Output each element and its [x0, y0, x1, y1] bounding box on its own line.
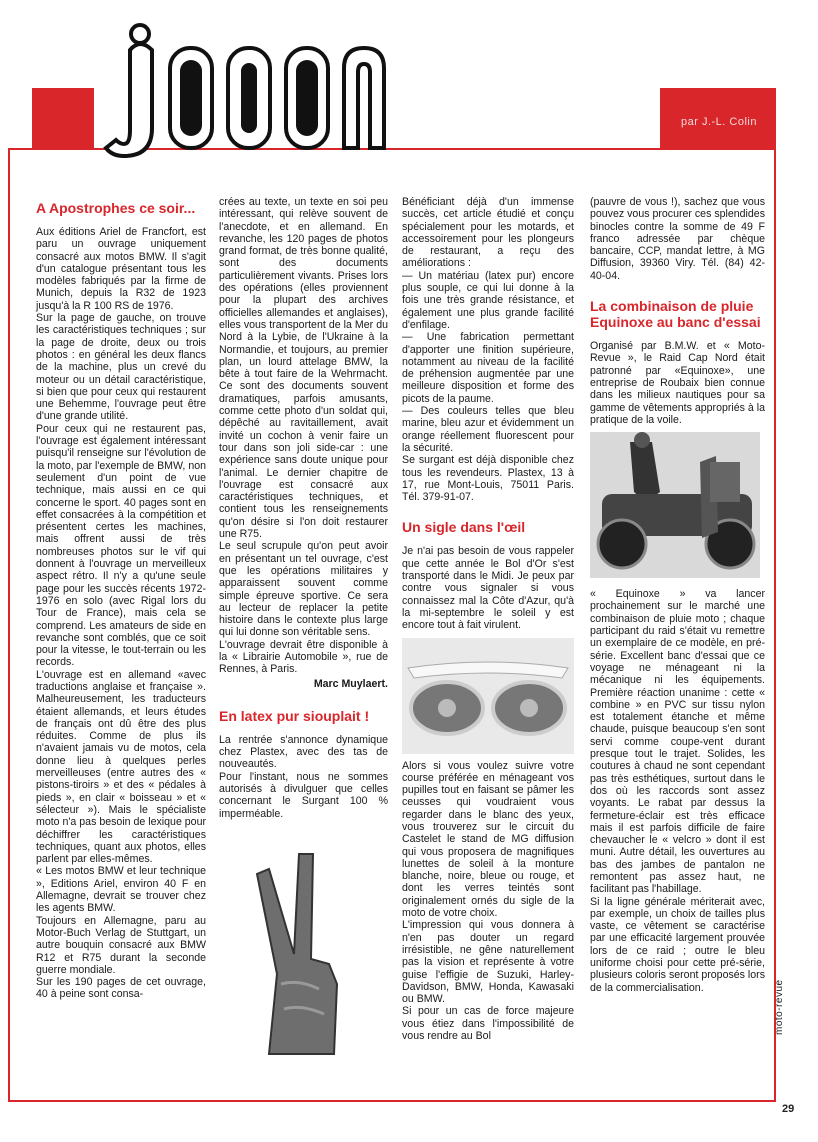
paragraph: L'impression qui vous donnera à n'en pas douter un regard irrésistible, ne gêne naturellement pas la vision et représente à votre guise l'effigie de Suzuki, Harley-Davidson, BMW, Honda, Kawasaki ou BMW. [402, 919, 574, 1006]
paragraph: « Equinoxe » va lancer prochainement sur le marché une combinaison de pluie moto ; chaque participant du raid s'était vu remettre un exemplaire de ce modèle, en pré-série. Excellent banc d'essai que ce voyage ne ménageant ni la mécanique ni les équipements. Première réaction unanime : cette « combine » en PVC sur tissu nylon est totalement étanche et même chaude, puisque beaucoup s'en sont servi comme coupe-vent durant presque tout le trajet. Solides, les coutures à chaud ne sont cependant pas très esthétiques, surtout dans le dos où les raccords sont assez voyants. Le rabat par dessus la fermeture-éclair est très efficace mais il est parfois difficile de faire chevaucher le « velcro » dont il est muni. Autre détail, les ouvertures au bas des jambes de pantalon ne remontent pas assez haut, ne facilitant pas l'habillage. [590, 588, 765, 896]
paragraph: Sur les 190 pages de cet ouvrage, 40 à peine sont consa- [36, 976, 206, 1001]
author-signature: Marc Muylaert. [313, 677, 388, 690]
paragraph: — Une fabrication permettant d'apporter une finition supérieure, notamment au niveau de la facilité de préhension augmentée par une meilleure disposition et forme des picots de la paume. [402, 331, 574, 405]
paragraph: Je n'ai pas besoin de vous rappeler que cette année le Bol d'Or s'est transporté dans le Midi. Je peux par contre vous signaler si vous connaissez mal la Côte d'Azur, qu'à la mi-septembre le soleil y est encore tout à fait virulent. [402, 545, 574, 632]
paragraph: Le seul scrupule qu'on peut avoir en présentant un tel ouvrage, c'est que les opérations militaires y apparaissent souvent comme simple épreuve sportive. Ce sera au lecteur de replacer la petite histoire dans le contexte plus large qui lui donne son véritable sens. [219, 540, 388, 639]
paragraph: L'ouvrage est en allemand «avec traductions anglaise et française ». Malheureusement, les traducteurs étaient allemands, et leurs études de français ont dû être des plus réduites. Comme de plus ils n'avaient jamais vu de motos, cela donne lieu à quelques perles merveilleuses (entre autres des « pistons-tiroirs » et des « pédales à pieds », en clair « boisseau » et « sélecteur »). Mais le spécialiste moto n'a pas besoin de lexique pour déchiffrer les caractéristiques techniques, quant aux photos, elles parlent par elles-mêmes. [36, 668, 206, 866]
article-heading-sigle: Un sigle dans l'œil [402, 519, 526, 536]
paragraph: Si la ligne générale mériterait avec, par exemple, un choix de tailles plus vaste, ce vêtement se caractérise par une efficacité largement prouvée lors de ce raid ; outre le bleu uniforme choisi pour cette pré-série, plusieurs coloris seront proposés lors de la commercialisation. [590, 895, 765, 994]
paragraph: Se surgant est déjà disponible chez tous les revendeurs. Plastex, 13 à 17, rue Mont-Louis, 75011 Paris. Tél. 379-91-07. [402, 454, 574, 504]
column-1 [36, 196, 206, 1001]
paragraph: L'ouvrage devrait être disponible à la « Librairie Automobile », rue de Rennes, à Paris. [219, 638, 388, 676]
article-heading-latex: En latex pur siouplait ! [219, 707, 370, 724]
byline: par J.-L. Colin [681, 116, 757, 128]
paragraph: Sur la page de gauche, on trouve les caractéristiques techniques ; sur la page de droite, deux ou trois photos : en général les deux flancs de la machine, plus un crevé du moteur ou un détail caractéristique, si bien que pour ceux qui restaurent une Behemme, l'ouvrage peut être d'une grande utilité. [36, 312, 206, 423]
article-heading-combinaison: La combinaison de pluie Equinoxe au banc d'essai [590, 298, 761, 331]
paragraph: Organisé par B.M.W. et « Moto-Revue », le Raid Cap Nord était patronné par «Equinoxe», une entreprise de Roubaix bien connue dans les milieux nautiques pour sa gamme de vêtements appropriés à la pratique de la voile. [590, 340, 765, 426]
sunglasses-photo [402, 638, 574, 754]
column-4 [590, 196, 765, 994]
motorcycle-image [590, 432, 760, 578]
sunglasses-image [402, 638, 574, 754]
paragraph: Pour l'instant, nous ne sommes autorisés à divulguer que celles concernant le Surgant 100 % imperméable. [219, 770, 388, 820]
column-2 [219, 196, 388, 1064]
paragraph: crées au texte, un texte en soi peu intéressant, qui relève souvent de l'anecdote, et en allemand. En revanche, les 120 pages de photos grand format, de très bonne qualité, sont des documents particulièrement vivants. Prises lors des opérations (elles proviennent pour la plupart des archives officielles allemandes et anglaises), elles vous transportent de la Mer du Nord à la Lybie, de l'Ukraine à la Normandie, et toujours, au premier plan, un lourd attelage BMW, la bête à tout faire de la Wehrmacht. Ce sont des documents souvent dramatiques, parfois amusants, comme cette photo d'un soldat qui, dépêché au ravitaillement, avait invité un cochon à venir faire un tour dans son joli side-car : une expérience sans doute unique pour l'animal. Le dernier chapitre de l'ouvrage est consacré aux caractéristiques techniques, et contient tous les renseignements qu'on désire si l'on doit restaurer une R75. [219, 196, 388, 541]
paragraph: — Un matériau (latex pur) encore plus souple, ce qui lui donne à la fois une très grande résistance, et également une plus grande facilité d'enfilage. [402, 269, 574, 331]
article-heading-apostrophes: A Apostrophes ce soir... [36, 200, 196, 216]
column-3 [402, 196, 574, 1042]
page-number: 29 [782, 1103, 795, 1115]
magazine-name: moto-revue [774, 979, 785, 1035]
paragraph: Toujours en Allemagne, paru au Motor-Buch Verlag de Stuttgart, un autre bouquin consacré aux BMW R12 et R75 durant la seconde guerre mondiale. [36, 914, 206, 976]
paragraph: Alors si vous voulez suivre votre course préférée en ménageant vos pupilles tout en faisant se pâmer les ceusses qui voudraient vous regarder dans le blanc des yeux, vous trouverez sur le circuit du Castelet le stand de MG diffusion qui vous proposera de magnifiques lunettes de soleil à la monture blanche, noire, bleue ou rouge, et dont les verres teintés sont originalement ornés du sigle de la moto de votre choix. [402, 759, 574, 920]
paragraph: Aux éditions Ariel de Francfort, est paru un ouvrage uniquement consacré aux motos BMW. Il s'agit d'un catalogue présentant tous les modèles fabriqués par la firme de Munich, depuis la R32 de 1923 jusqu'à la R 100 RS de 1976. [36, 226, 206, 312]
motorcycle-photo [590, 432, 760, 578]
glove-photo [239, 834, 369, 1064]
paragraph: (pauvre de vous !), sachez que vous pouvez vous procurer ces splendides binocles contre la somme de 49 F franco adressée par chèque bancaire, CCP, mandat lettre, à MG Diffusion, 39360 Viry. Tél. (84) 42-40-04. [590, 196, 765, 282]
paragraph: La rentrée s'annonce dynamique chez Plastex, avec des tas de nouveautés. [219, 733, 388, 771]
paragraph: « Les motos BMW et leur technique », Editions Ariel, environ 40 F en Allemagne, devrait se trouver chez les agents BMW. [36, 865, 206, 915]
paragraph: Pour ceux qui ne restaurent pas, l'ouvrage est également intéressant puisqu'il renseigne sur l'évolution de la moto, par l'exemple de BMW, non seulement d'un point de vue technique, mais aussi en ce qui concerne le sport. 40 pages sont en effet consacrées à la compétition et présentent certes les machines, mais offrent aussi de très nombreuses photos sur le vif qui donnent à l'ouvrage un merveilleux aspect rétro. Il n'y a qu'une seule page pour les succès récents 1972-1976 en solo (avec Rigal lors du Tour de France), mais cela se comprend. Les amateurs de side en revanche sont comblés, que ce soit pour la vitesse, le tout-terrain ou les records. [36, 422, 206, 669]
glove-image [239, 834, 369, 1064]
jouons-title-logo [100, 18, 400, 168]
red-header-block-left [32, 88, 94, 148]
paragraph: Bénéficiant déjà d'un immense succès, cet article étudié et conçu spécialement pour les motards, et accessoirement pour les plongeurs de restaurant, a reçu des améliorations : [402, 196, 574, 270]
paragraph: — Des couleurs telles que bleu marine, bleu azur et évidemment un orange réellement fluorescent pour la sécurité. [402, 405, 574, 454]
paragraph: Si pour un cas de force majeure vous étiez dans l'impossibilité de vous rendre au Bol [402, 1005, 574, 1043]
